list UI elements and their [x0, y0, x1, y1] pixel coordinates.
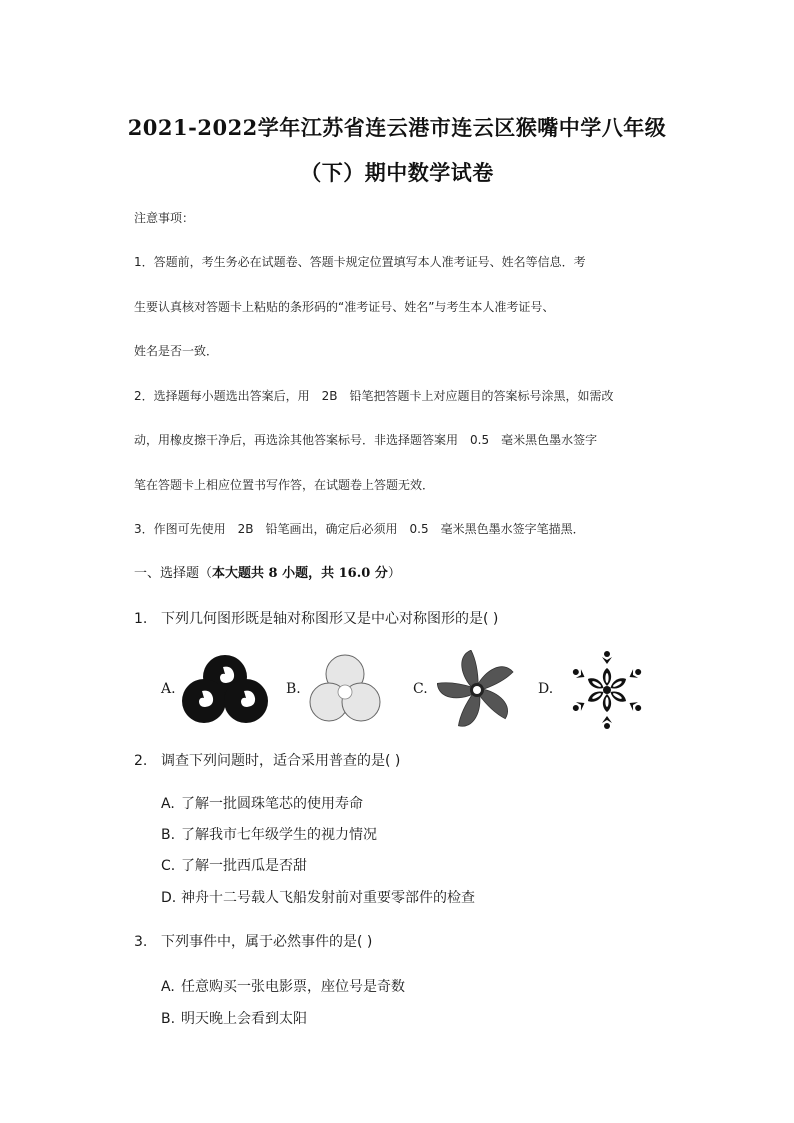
notes-line: 1．答题前，考生务必在试题卷、答题卡规定位置填写本人准考证号、姓名等信息．考 — [134, 255, 586, 269]
option-c — [161, 857, 307, 875]
question-3 — [134, 933, 372, 951]
question-text: 调查下列问题时，适合采用普查的是( ) — [161, 753, 401, 769]
triple-swirl-icon — [182, 653, 268, 725]
section-heading — [134, 565, 401, 583]
option-a — [161, 795, 363, 813]
notes-line: 姓名是否一致． — [134, 344, 219, 358]
snowflake-flower-icon — [566, 649, 648, 731]
notes-line: 3．作图可先使用 2B 铅笔画出，确定后必须用 0.5 毫米黑色墨水签字笔描黑． — [134, 522, 585, 536]
notes-line: 动，用橡皮擦干净后，再选涂其他答案标号．非选择题答案用 0.5 毫米黑色墨水签字 — [134, 433, 598, 447]
question-2 — [134, 752, 400, 770]
figure-label-d: D. — [538, 681, 554, 697]
question-number: 3. — [134, 934, 148, 950]
question-text: 下列几何图形既是轴对称图形又是中心对称图形的是( ) — [161, 611, 499, 627]
option-text: 任意购买一张电影票，座位号是奇数 — [181, 979, 405, 995]
option-b — [161, 1010, 307, 1028]
three-circles-icon — [309, 653, 381, 725]
question-text: 下列事件中，属于必然事件的是( ) — [161, 934, 373, 950]
option-b — [161, 826, 377, 844]
section-suffix: ） — [387, 566, 401, 581]
option-letter: B. — [161, 827, 176, 843]
figure-label-a: A. — [161, 681, 176, 697]
option-d — [161, 889, 475, 907]
propeller-icon — [437, 650, 517, 730]
figure-label-b: B. — [286, 681, 301, 697]
section-detail: 本大题共 8 小题，共 16.0 分 — [212, 566, 388, 581]
option-a — [161, 978, 405, 996]
question-1 — [134, 610, 498, 628]
notes-line: 生要认真核对答题卡上粘贴的条形码的“准考证号、姓名”与考生本人准考证号、 — [134, 300, 555, 314]
option-letter: C. — [161, 858, 176, 874]
option-text: 明天晚上会看到太阳 — [181, 1011, 307, 1027]
option-letter: A. — [161, 796, 175, 812]
notes-heading: 注意事项： — [134, 211, 195, 225]
option-text: 了解一批西瓜是否甜 — [181, 858, 307, 874]
question-number: 1. — [134, 611, 148, 627]
notes-line: 2．选择题每小题选出答案后，用 2B 铅笔把答题卡上对应题目的答案标号涂黑，如需改 — [134, 389, 614, 403]
option-letter: D. — [161, 890, 177, 906]
exam-title-line2: （下）期中数学试卷 — [300, 160, 494, 185]
option-text: 了解我市七年级学生的视力情况 — [181, 827, 377, 843]
option-text: 了解一批圆珠笔芯的使用寿命 — [181, 796, 363, 812]
exam-title-line1: 2021-2022学年江苏省连云港市连云区猴嘴中学八年级 — [127, 115, 667, 140]
notes-line: 笔在答题卡上相应位置书写作答，在试题卷上答题无效． — [134, 478, 435, 492]
figure-label-c: C. — [413, 681, 428, 697]
section-prefix: 一、选择题（ — [134, 566, 213, 581]
question-number: 2. — [134, 753, 148, 769]
option-letter: A. — [161, 979, 175, 995]
option-text: 神舟十二号载人飞船发射前对重要零部件的检查 — [181, 890, 475, 906]
option-letter: B. — [161, 1011, 176, 1027]
